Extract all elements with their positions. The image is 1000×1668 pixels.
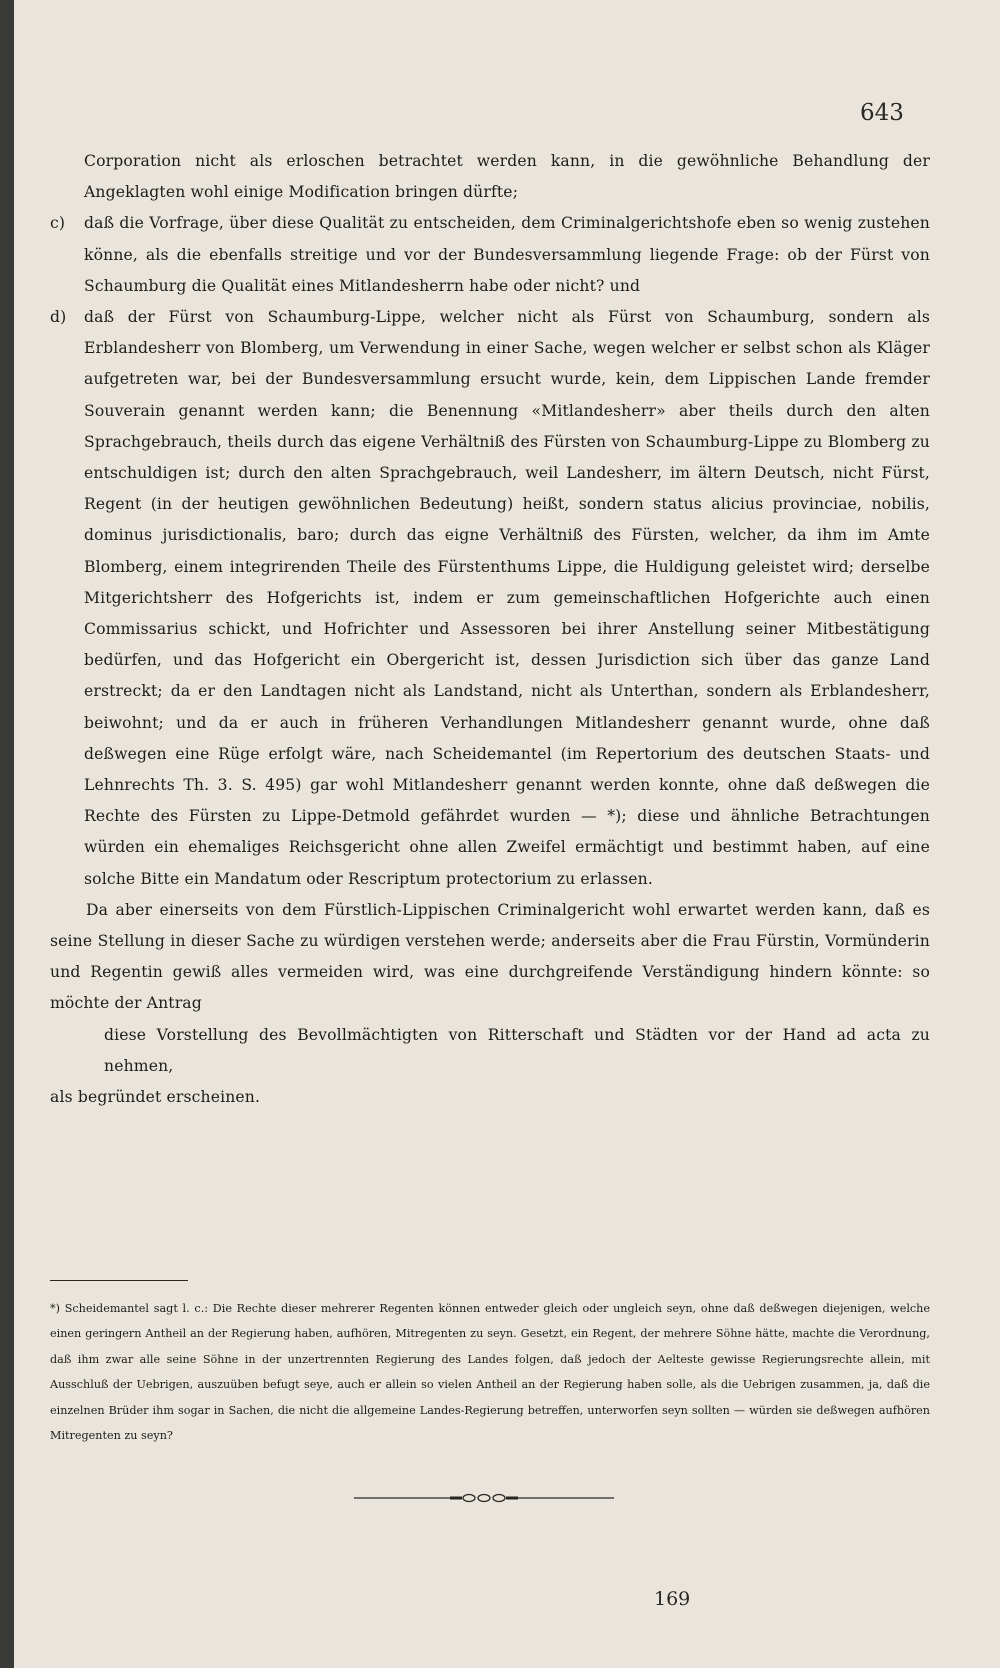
paragraph-motion: diese Vorstellung des Bevollmächtigten von Ritterschaft und Städten vor der Hand ad acta zu nehmen, bbox=[104, 1025, 930, 1075]
list-item-c bbox=[50, 208, 930, 302]
main-text bbox=[50, 146, 930, 1113]
list-item-label: d) bbox=[50, 308, 67, 327]
paragraph-body: Da aber einerseits von dem Fürstlich-Lippischen Criminalgericht wohl erwartet werden kann, daß es seine Stellung in dieser Sache zu würdigen verstehen werde; anderseits aber die Frau Fürstin, Vormünderin und Regentin gewiß alles vermeiden wird, was eine durchgreifende Verständigung hindern könnte: so möchte der Antrag bbox=[50, 900, 930, 1013]
footnote bbox=[50, 1296, 930, 1448]
list-item-label: c) bbox=[50, 214, 66, 233]
list-item-text: daß die Vorfrage, über diese Qualität zu entscheiden, dem Criminalgerichtshofe eben so wenig zustehen könne, als die ebenfalls streitige und vor der Bundesversammlung liegende Frage: ob der Fürst von Schaumburg die Qualität eines Mitlandesherrn habe oder nicht? und bbox=[84, 214, 930, 295]
paragraph-continuation: Corporation nicht als erloschen betrachtet werden kann, in die gewöhnliche Behandlung der Angeklagten wohl einige Modification bringen dürfte; bbox=[84, 152, 930, 202]
document-page bbox=[14, 0, 1000, 1668]
signature-mark: 169 bbox=[654, 1588, 691, 1610]
footnote-rule bbox=[50, 1280, 188, 1281]
ornament-divider bbox=[354, 1490, 614, 1506]
page-number: 643 bbox=[860, 100, 904, 126]
paragraph-conclusion: als begründet erscheinen. bbox=[50, 1088, 261, 1107]
list-item-d bbox=[50, 302, 930, 895]
footnote-text: *) Scheidemantel sagt l. c.: Die Rechte dieser mehrerer Regenten können entweder gleich oder ungleich seyn, ohne daß deßwegen diejenigen, welche einen geringern Antheil an der Regierung haben, aufhören, Mitregenten zu seyn. Gesetzt, ein Regent, der mehrere Söhne hätte, machte die Verordnung, daß ihm zwar alle seine Söhne in der unzertrennten Regierung des Landes folgen, daß jedoch der Aelteste gewisse Regierungsrechte allein, mit Ausschluß der Uebrigen, auszuüben befugt seye, auch er allein so vielen Antheil an der Regierung haben solle, als die Uebrigen zusammen, ja, daß die einzelnen Brüder ihm sogar in Sachen, die nicht die allgemeine Landes-Regierung betreffen, unterworfen seyn sollten — würden sie deßwegen aufhören Mitregenten zu seyn? bbox=[50, 1302, 930, 1443]
list-item-text: daß der Fürst von Schaumburg-Lippe, welcher nicht als Fürst von Schaumburg, sondern als Erblandesherr von Blomberg, um Verwendung in einer Sache, wegen welcher er selbst schon als Kläger aufgetreten war, bei der Bundesversammlung ersucht wurde, kein, dem Lippischen Lande fremder Souverain genannt werden kann; die Benennung «Mitlandesherr» aber theils durch den alten Sprachgebrauch, theils durch das eigene Verhältniß des Fürsten von Schaumburg-Lippe zu Blomberg zu entschuldigen ist; durch den alten Sprachgebrauch, weil Landesherr, im ältern Deutsch, nicht Fürst, Regent (in der heutigen gewöhnlichen Bedeutung) heißt, sondern status alicius provinciae, nobilis, dominus jurisdictionalis, baro; durch das eigne Verhältniß des Fürsten, welcher, da ihm im Amte Blomberg, einem integrirenden Theile des Fürstenthums Lippe, die Huldigung geleistet wird; derselbe Mitgerichtsherr des Hofgerichts ist, indem er zum gemeinschaftlichen Hofgerichte auch einen Commissarius schickt, und Hofrichter und Assessoren bei ihrer Anstellung seiner Mitbestätigung bedürfen, und das Hofgericht ein Obergericht ist, dessen Jurisdiction sich über das ganze Land erstreckt; da er den Landtagen nicht als Landstand, nicht als Unterthan, sondern als Erblandesherr, beiwohnt; und da er auch in früheren Verhandlungen Mitlandesherr genannt wurde, ohne daß deßwegen eine Rüge erfolgt wäre, nach Scheidemantel (im Repertorium des deutschen Staats- und Lehnrechts Th. 3. S. 495) gar wohl Mitlandesherr genannt werden konnte, ohne daß deßwegen die Rechte des Fürsten zu Lippe-Detmold gefährdet wurden — *); diese und ähnliche Betrachtungen würden ein ehemaliges Reichsgericht ohne allen Zweifel ermächtigt und bestimmt haben, auf eine solche Bitte ein Mandatum oder Rescriptum protectorium zu erlassen. bbox=[84, 308, 930, 888]
